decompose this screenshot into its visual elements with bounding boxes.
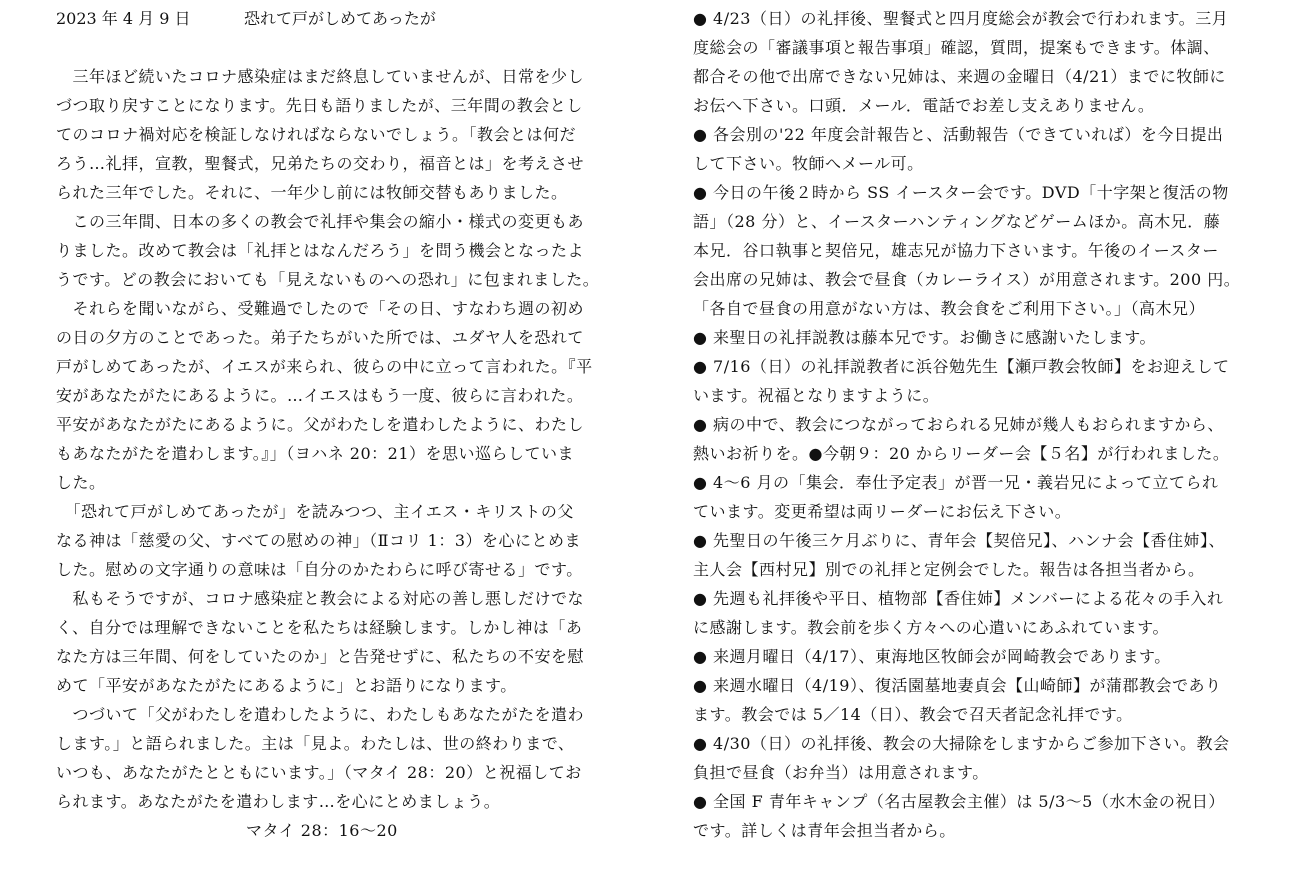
sermon-line: なる神は「慈愛の父、すべての慰めの神」（Ⅱコリ 1：3）を心にとめま [56,531,582,550]
announcement-line: 度総会の「審議事項と報告事項」確認，質問，提案もできます。体調、 [693,38,1220,57]
sermon-line: した。慰めの文字通りの意味は「自分のかたわらに呼び寄せる」です。 [56,560,583,579]
announcement-line: 都合その他で出席できない兄姉は、来週の金曜日（4/21）までに牧師に [693,67,1226,86]
sermon-title: 恐れて戸がしめてあったが [244,9,436,28]
announcement-line: ● 先聖日の午後三ケ月ぶりに、青年会【契倍兄】、ハンナ会【香住姉】、 [693,531,1226,550]
announcement-line: ● 4〜6 月の「集会．奉仕予定表」が晋一兄・義岩兄によって立てられ [693,473,1219,492]
announcement-line: 負担で昼食（お弁当）は用意されます。 [693,763,989,782]
announcement-line: ● 来週月曜日（4/17）、東海地区牧師会が岡崎教会であります。 [693,647,1171,666]
sermon-line: づつ取り戻すことになります。先日も語りましたが、三年間の教会とし [56,96,583,115]
sermon-line: 安があなたがたにあるように。…イエスはもう一度、彼らに言われた。 [56,386,584,405]
sermon-line: く、自分では理解できないことを私たちは経験します。しかし神は「あ [56,618,583,637]
sermon-line: もあなたがたを遣わします。』」（ヨハネ 20：21）を思い巡らしていま [56,444,575,463]
sermon-line: 三年ほど続いたコロナ感染症はまだ終息していませんが、日常を少し [56,67,585,86]
sermon-line: られた三年でした。それに、一年少し前には牧師交替もありました。 [56,183,568,202]
sermon-line: した。 [56,473,106,492]
announcement-line: 語」（28 分）と、イースターハンティングなどゲームほか。高木兄．藤 [693,212,1221,231]
announcement-line: ● 全国 F 青年キャンプ（名古屋教会主催）は 5/3〜5（水木金の祝日） [693,792,1225,811]
announcement-line: ています。変更希望は両リーダーにお伝え下さい。 [693,502,1072,521]
announcements-column [693,4,1253,845]
sermon-line: りました。改めて教会は「礼拝とはなんだろう」を問う機会となったよ [56,241,585,260]
sermon-body [56,62,616,816]
sermon-line: てのコロナ禍対応を検証しなければならないでしょう。「教会とは何だ [56,125,577,144]
announcement-line: ● 来聖日の礼拝説教は藤本兄です。お働きに感謝いたします。 [693,328,1156,347]
sermon-line: 平安があなたがたにあるように。父がわたしを遣わしたように、わたし [56,415,585,434]
sermon-line: それらを聞いながら、受難過でしたので「その日、すなわち週の初め [56,299,585,318]
announcement-line: ● 4/30（日）の礼拝後、教会の大掃除をしますからご参加下さい。教会 [693,734,1230,753]
sermon-line: の日の夕方のことであった。弟子たちがいた所では、ユダヤ人を恐れて [56,328,584,347]
announcement-line: ● 各会別の'22 年度会計報告と、活動報告（できていれば）を今日提出 [693,125,1224,144]
sermon-line: られます。あなたがたを遣わします…を心にとめましょう。 [56,792,501,811]
scripture-reference: マタイ 28：16〜20 [246,821,398,840]
announcement-line: です。詳しくは青年会担当者から。 [693,821,956,840]
announcement-line: ● 来週水曜日（4/19）、復活園墓地妻貞会【山崎師】が蒲郡教会であり [693,676,1222,695]
announcement-line: お伝へ下さい。口頭．メール．電話でお差し支えありません。 [693,96,1155,115]
sermon-line: めて「平安があなたがたにあるように」とお語りになります。 [56,676,517,695]
sermon-line: つづいて「父がわたしを遣わしたように、わたしもあなたがたを遣わ [56,705,585,724]
announcement-line: 「各自で昼食の用意がない方は、教会食をご利用下さい。」（高木兄） [693,299,1206,318]
sermon-column [56,4,616,845]
announcement-line: ● 7/16（日）の礼拝説教者に浜谷勉先生【瀬戸教会牧師】をお迎えして [693,357,1230,376]
sermon-line: なた方は三年間、何をしていたのか」と告発せずに、私たちの不安を慰 [56,647,585,666]
announcement-line: ● 4/23（日）の礼拝後、聖餐式と四月度総会が教会で行われます。三月 [693,9,1229,28]
sermon-line: いつも、あなたがたとともにいます。」（マタイ 28：20）と祝福してお [56,763,582,782]
spacer [56,33,616,62]
sermon-line: うです。どの教会においても「見えないものへの恐れ」に包まれました。 [56,270,600,289]
sermon-line: 「恐れて戸がしめてあったが」を読みつつ、主イエス・キリストの父 [56,502,574,521]
sermon-line: この三年間、日本の多くの教会で礼拝や集会の縮小・様式の変更もあ [56,212,585,231]
announcement-line: して下さい。牧師へメール可。 [693,154,924,173]
sermon-line: ろう…礼拝，宣教，聖餐式，兄弟たちの交わり，福音とは」を考えさせ [56,154,585,173]
announcement-line: 熱いお祈りを。●今朝９：20 からリーダー会【５名】が行われました。 [693,444,1230,463]
announcement-line: 会出席の兄姉は、教会で昼食（カレーライス）が用意されます。200 円。 [693,270,1241,289]
announcement-line: 主人会【西村兄】別での礼拝と定例会でした。報告は各担当者から。 [693,560,1205,579]
announcement-line: ● 病の中で、教会につながっておられる兄姉が幾人もおられますから、 [693,415,1224,434]
announcement-line: ● 今日の午後２時から SS イースター会です。DVD「十字架と復活の物 [693,183,1229,202]
announcements-body [693,4,1253,845]
announcement-line: ます。教会では 5／14（日）、教会で召天者記念礼拝です。 [693,705,1133,724]
announcement-line: ● 先週も礼拝後や平日、植物部【香住姉】メンバーによる花々の手入れ [693,589,1224,608]
sermon-date: 2023 年 4 月 9 日 [56,9,191,28]
sermon-line: します。」と語られました。主は「見よ。わたしは、世の終わりまで、 [56,734,575,753]
sermon-line: 私もそうですが、コロナ感染症と教会による対応の善し悪しだけでな [56,589,585,608]
announcement-line: に感謝します。教会前を歩く方々への心遣いにあふれています。 [693,618,1169,637]
announcement-line: 本兄．谷口執事と契倍兄，雄志兄が協力下さいます。午後のイースター [693,241,1219,260]
sermon-line: 戸がしめてあったが、イエスが来られ、彼らの中に立って言われた。『平 [56,357,593,376]
announcement-line: います。祝福となりますように。 [693,386,940,405]
sermon-header [56,4,616,33]
